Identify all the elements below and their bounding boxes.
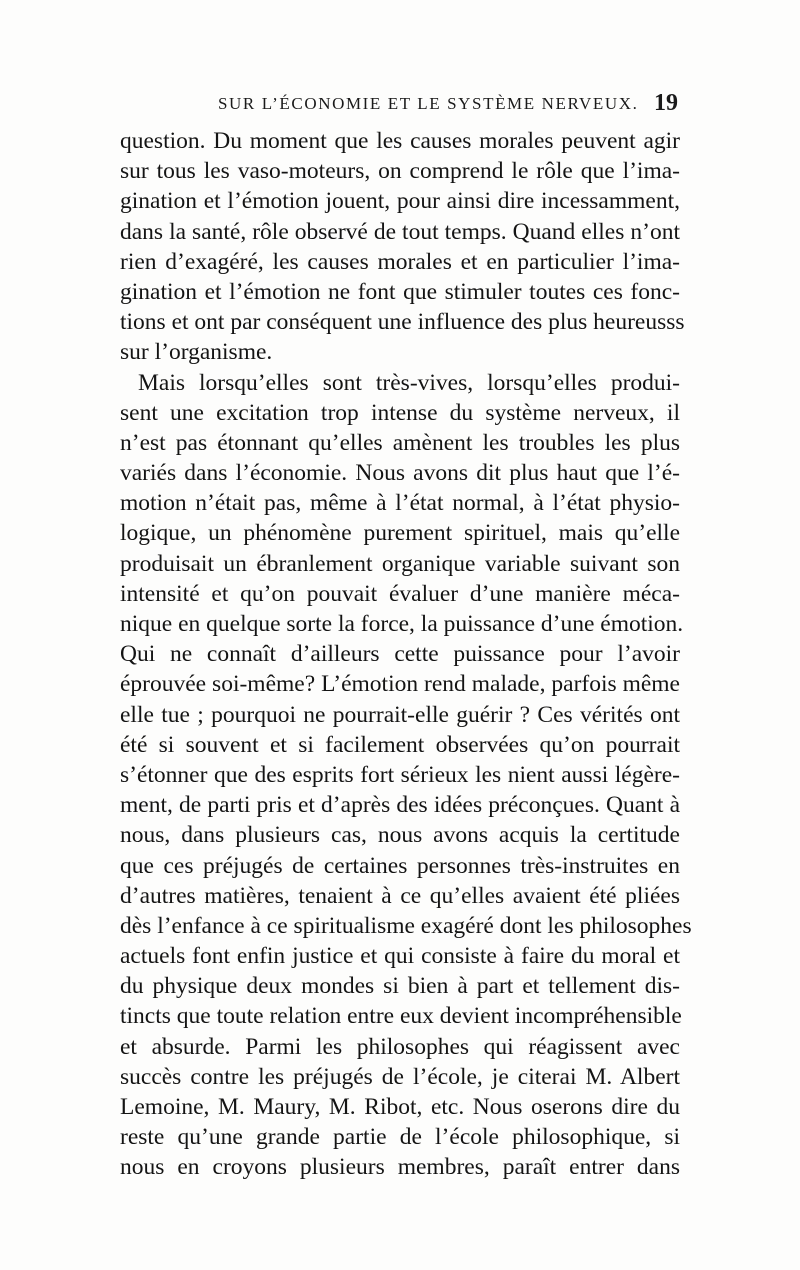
running-header	[118, 92, 680, 120]
text-line: gination et l’émotion jouent, pour ainsi dire incessamment,	[120, 188, 680, 215]
text-line: rien d’exagéré, les causes morales et en particulier l’ima-	[120, 248, 680, 275]
text-line: intensité et qu’on pouvait évaluer d’une manière méca-	[120, 580, 680, 607]
text-line: été si souvent et si facilement observées qu’on pourrait	[120, 731, 680, 758]
text-line: sent une excitation trop intense du système nerveux, il	[120, 399, 680, 426]
text-line: ment, de parti pris et d’après des idées préconçues. Quant à	[120, 792, 680, 819]
text-line: que ces préjugés de certaines personnes très-instruites en	[120, 852, 680, 879]
text-line: du physique deux mondes si bien à part et tellement dis-	[120, 973, 680, 1000]
text-line: sur l’organisme.	[120, 339, 273, 366]
text-line: tions et ont par conséquent une influence des plus heureusss	[120, 309, 685, 336]
text-line: et absurde. Parmi les philosophes qui réagissent avec	[120, 1033, 680, 1060]
text-line: Qui ne connaît d’ailleurs cette puissance pour l’avoir	[120, 641, 680, 668]
text-line: succès contre les préjugés de l’école, je citerai M. Albert	[120, 1063, 680, 1090]
text-line: dès l’enfance à ce spiritualisme exagéré dont les philosophes	[120, 912, 692, 939]
text-line: tincts que toute relation entre eux devient incompréhensible	[120, 1003, 682, 1030]
page-number: 19	[654, 90, 678, 116]
running-title: SUR L’ÉCONOMIE ET LE SYSTÈME NERVEUX.	[218, 94, 639, 113]
text-line: d’autres matières, tenaient à ce qu’elles avaient été pliées	[120, 882, 680, 909]
text-line: logique, un phénomène purement spirituel, mais qu’elle	[120, 520, 680, 547]
text-line: nous, dans plusieurs cas, nous avons acquis la certitude	[120, 822, 680, 849]
text-line: motion n’était pas, même à l’état normal, à l’état physio-	[120, 490, 680, 517]
text-line: nous en croyons plusieurs membres, paraît entrer dans	[120, 1154, 680, 1181]
text-line: actuels font enfin justice et qui consiste à faire du moral et	[120, 943, 680, 970]
text-line: variés dans l’économie. Nous avons dit plus haut que l’é-	[120, 460, 680, 487]
text-line: Mais lorsqu’elles sont très-vives, lorsqu’elles produi-	[138, 369, 680, 396]
text-line: produisait un ébranlement organique variable suivant son	[120, 550, 680, 577]
body-text	[120, 126, 692, 1183]
text-line: Lemoine, M. Maury, M. Ribot, etc. Nous oserons dire du	[120, 1094, 680, 1120]
text-line: question. Du moment que les causes morales peuvent agir	[120, 128, 680, 154]
text-line: n’est pas étonnant qu’elles amènent les troubles les plus	[120, 429, 680, 456]
text-line: elle tue ; pourquoi ne pourrait-elle guérir ? Ces vérités ont	[120, 701, 680, 728]
text-line: sur tous les vaso-moteurs, on comprend le rôle que l’ima-	[120, 158, 680, 185]
text-line: dans la santé, rôle observé de tout temps. Quand elles n’ont	[120, 218, 680, 245]
text-line: reste qu’une grande partie de l’école philosophique, si	[120, 1124, 680, 1151]
text-line: éprouvée soi-même? L’émotion rend malade, parfois même	[120, 671, 680, 698]
text-line: nique en quelque sorte la force, la puissance d’une émotion.	[120, 611, 684, 637]
text-line: s’étonner que des esprits fort sérieux les nient aussi légère-	[120, 761, 680, 788]
text-line: gination et l’émotion ne font que stimuler toutes ces fonc-	[120, 278, 680, 305]
